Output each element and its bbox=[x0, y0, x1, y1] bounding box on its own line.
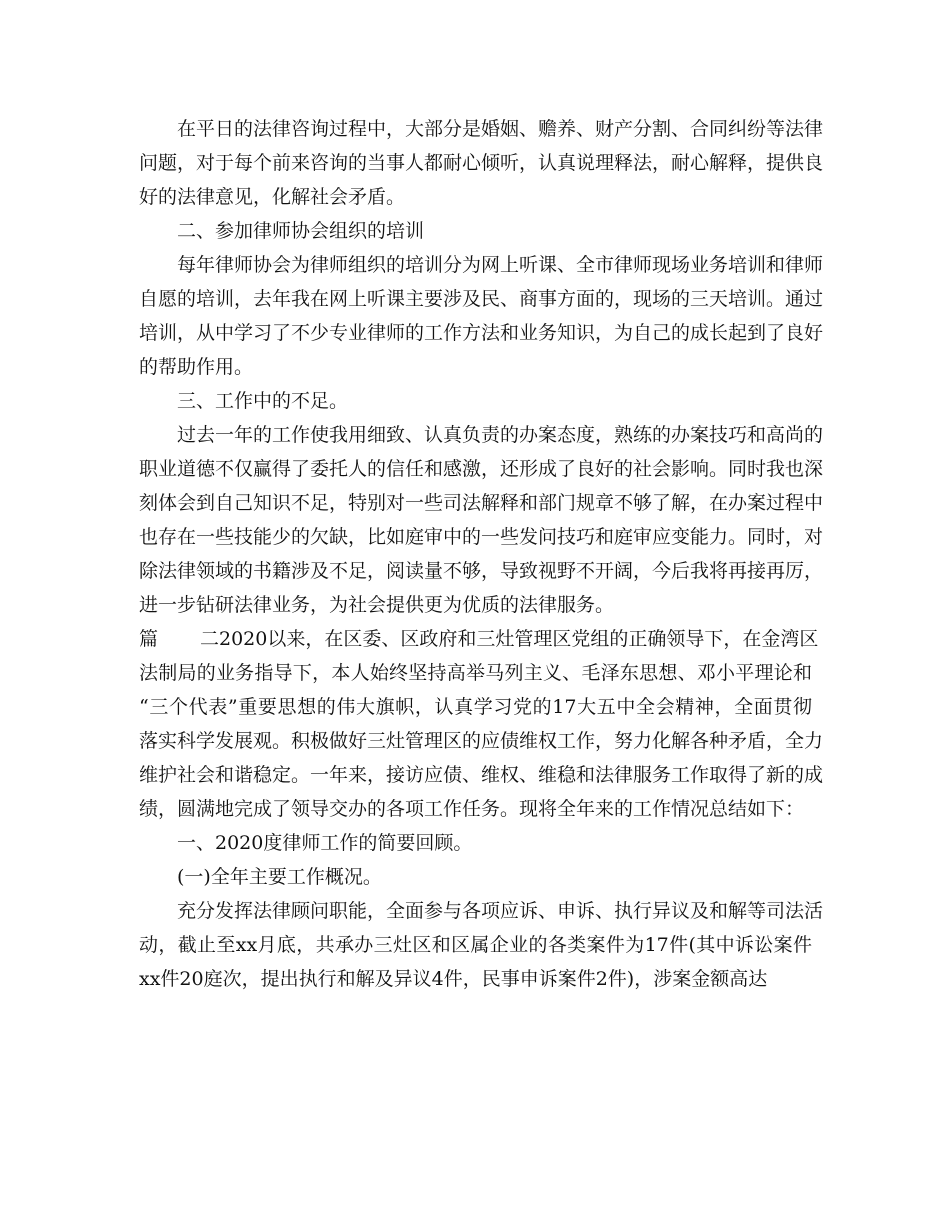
paragraph-line: 法制局的业务指导下，本人始终坚持高举马列主义、毛泽东思想、邓小平理论和 bbox=[139, 662, 812, 684]
paragraph-line: 过去一年的工作使我用细致、认真负责的办案态度，熟练的办案技巧和高尚的 bbox=[177, 424, 824, 446]
document-body bbox=[139, 112, 824, 996]
section-label: 篇二 bbox=[139, 628, 219, 650]
paragraph-line: 每年律师协会为律师组织的培训分为网上听课、全市律师现场业务培训和律师 bbox=[177, 254, 824, 276]
paragraph-line: “三个代表”重要思想的伟大旗帜，认真学习党的17大五中全会精神，全面贯彻 bbox=[139, 696, 812, 718]
paragraph-line: 维护社会和谐稳定。一年来，接访应债、维权、维稳和法律服务工作取得了新的成 bbox=[139, 764, 824, 786]
paragraph-line: 充分发挥法律顾问职能，全面参与各项应诉、申诉、执行异议及和解等司法活 bbox=[177, 900, 824, 922]
paragraph-line: 除法律领域的书籍涉及不足，阅读量不够，导致视野不开阔，今后我将再接再厉， bbox=[139, 560, 824, 582]
paragraph-line: 刻体会到自己知识不足，特别对一些司法解释和部门规章不够了解，在办案过程中 bbox=[139, 492, 824, 514]
paragraph-line: 也存在一些技能少的欠缺，比如庭审中的一些发问技巧和庭审应变能力。同时，对 bbox=[139, 526, 824, 548]
section-start-line bbox=[139, 622, 819, 656]
paragraph-line: 落实科学发展观。积极做好三灶管理区的应债维权工作，努力化解各种矛盾，全力 bbox=[139, 730, 824, 752]
paragraph-line: 在平日的法律咨询过程中，大部分是婚姻、赡养、财产分割、合同纠纷等法律 bbox=[177, 118, 824, 140]
paragraph-line: 自愿的培训，去年我在网上听课主要涉及民、商事方面的，现场的三天培训。通过 bbox=[139, 288, 824, 310]
paragraph-line: 进一步钻研法律业务，为社会提供更为优质的法律服务。 bbox=[139, 594, 615, 616]
paragraph-line: 好的法律意见，化解社会矛盾。 bbox=[139, 186, 406, 208]
section-heading: 一、2020度律师工作的简要回顾。 bbox=[177, 832, 473, 854]
paragraph-line: 职业道德不仅赢得了委托人的信任和感激，还形成了良好的社会影响。同时我也深 bbox=[139, 458, 824, 480]
paragraph-line: 动，截止至xx月底，共承办三灶区和区属企业的各类案件为17件(其中诉讼案件 bbox=[139, 934, 812, 956]
section-heading: 三、工作中的不足。 bbox=[177, 390, 349, 412]
section-start-text: 2020以来，在区委、区政府和三灶管理区党组的正确领导下，在金湾区 bbox=[219, 628, 819, 650]
section-heading: 二、参加律师协会组织的培训 bbox=[177, 220, 425, 242]
paragraph-line: 绩，圆满地完成了领导交办的各项工作任务。现将全年来的工作情况总结如下： bbox=[139, 798, 805, 820]
paragraph-line: 的帮助作用。 bbox=[139, 356, 254, 378]
paragraph-line: 问题，对于每个前来咨询的当事人都耐心倾听，认真说理释法，耐心解释，提供良 bbox=[139, 152, 824, 174]
paragraph-line: 培训，从中学习了不少专业律师的工作方法和业务知识，为自己的成长起到了良好 bbox=[139, 322, 824, 344]
subsection-heading: (一)全年主要工作概况。 bbox=[177, 866, 382, 888]
paragraph-line: xx件20庭次，提出执行和解及异议4件，民事申诉案件2件)，涉案金额高达 bbox=[139, 968, 768, 990]
